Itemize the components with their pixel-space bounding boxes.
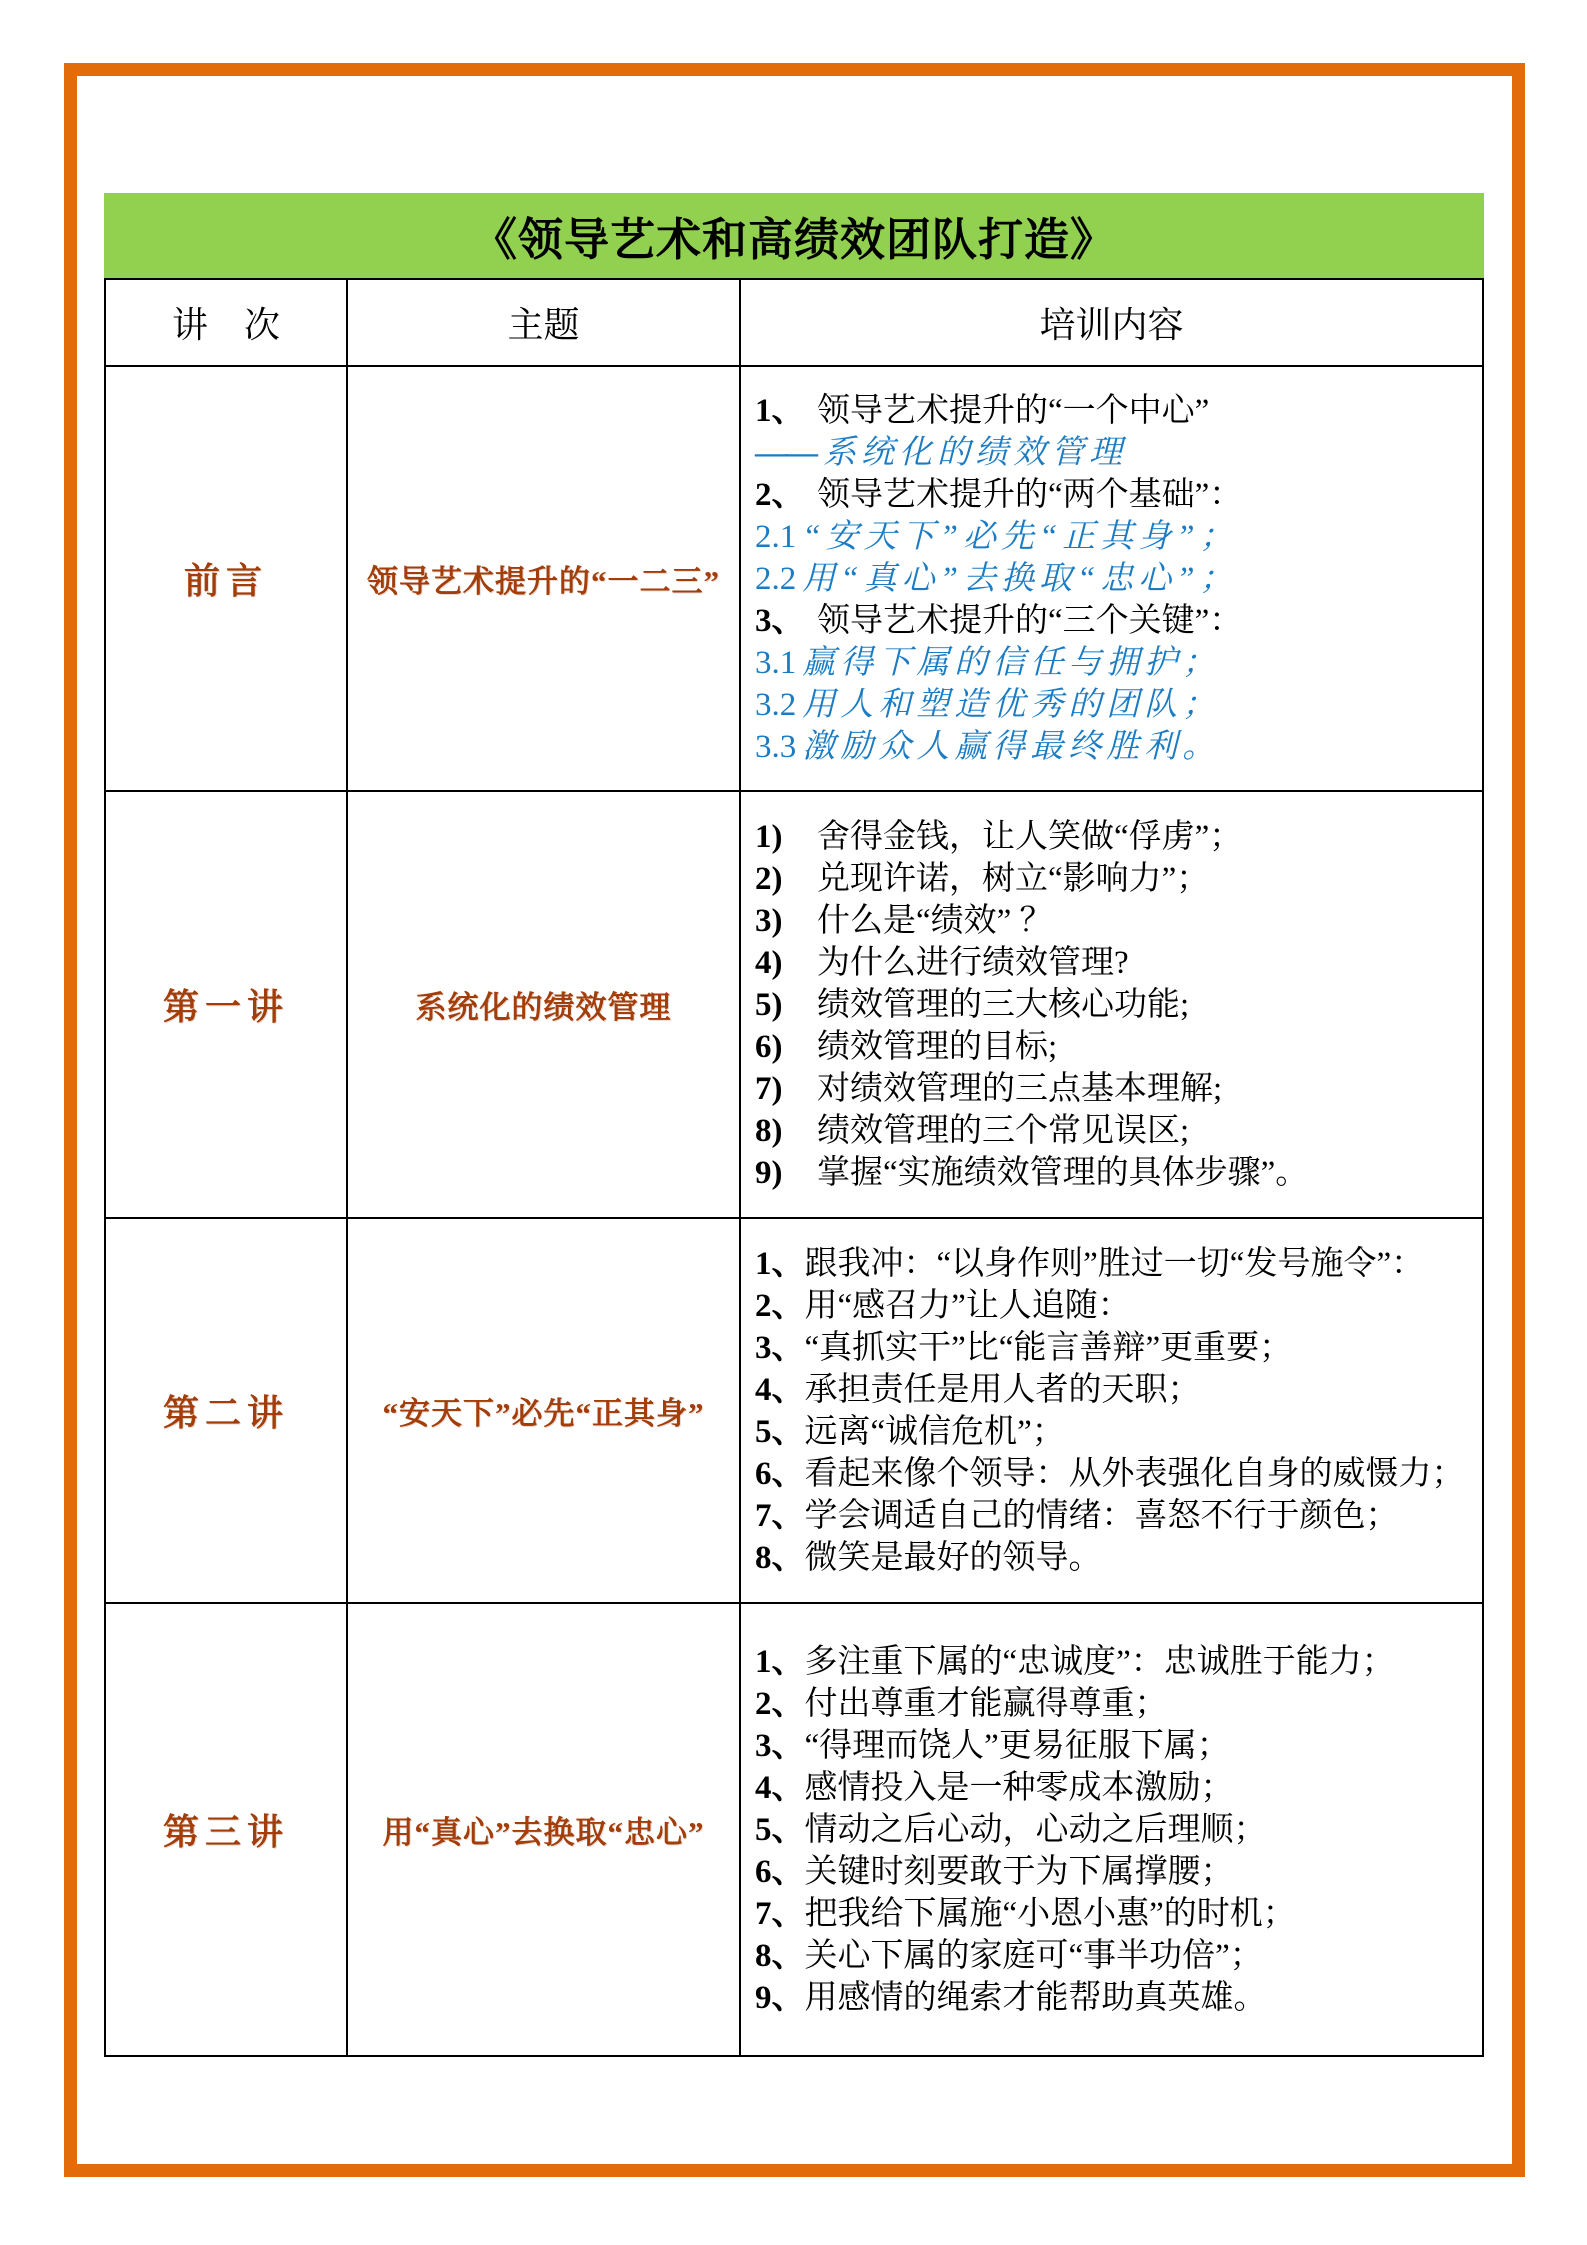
line-marker: 8、 <box>755 1539 805 1576</box>
topic-label: “安天下”必先“正其身” <box>382 1396 705 1431</box>
topic-cell <box>348 367 741 790</box>
line-marker: 4、 <box>755 1371 805 1408</box>
content-line <box>755 1285 1476 1327</box>
line-marker: 2、 <box>755 1287 805 1324</box>
content-line <box>755 1683 1476 1725</box>
line-marker: 1、 <box>755 1643 805 1680</box>
content-line <box>755 900 1476 942</box>
line-marker: 4) <box>755 944 783 981</box>
header-label-session: 讲 次 <box>171 305 280 345</box>
content-line <box>755 1110 1476 1152</box>
content-line <box>755 684 1476 726</box>
line-text: 兑现许诺，树立“影响力”； <box>817 860 1210 897</box>
session-cell <box>106 1219 348 1602</box>
line-marker: 4、 <box>755 1769 805 1806</box>
line-text: 绩效管理的目标; <box>817 1028 1058 1065</box>
content-cell <box>741 367 1482 790</box>
content-line <box>755 474 1476 516</box>
session-cell <box>106 1604 348 2055</box>
line-marker: 1) <box>755 818 783 855</box>
session-label: 第一讲 <box>162 987 289 1027</box>
line-marker: 8) <box>755 1112 783 1149</box>
line-marker: 1、 <box>755 1245 805 1282</box>
topic-cell <box>348 792 741 1217</box>
session-label: 第二讲 <box>162 1393 289 1433</box>
line-marker: 6、 <box>755 1853 805 1890</box>
header-cell-content <box>741 280 1482 365</box>
content-line <box>755 858 1476 900</box>
line-text: 舍得金钱，让人笑做“俘虏”； <box>817 818 1243 855</box>
table-grid <box>104 278 1484 2057</box>
content-line <box>755 1495 1476 1537</box>
content-line <box>755 1725 1476 1767</box>
line-marker: 2.2 <box>755 560 797 597</box>
line-text: 远离“诚信危机”； <box>804 1413 1065 1450</box>
header-cell-topic <box>348 280 741 365</box>
line-marker: 2.1 <box>755 518 797 555</box>
content-line <box>755 1767 1476 1809</box>
content-line <box>755 1243 1476 1285</box>
content-line <box>755 558 1476 600</box>
table-row <box>106 1219 1482 1604</box>
line-marker: 7) <box>755 1070 783 1107</box>
line-text: 系统化的绩效管理 <box>823 434 1127 471</box>
content-line <box>755 1537 1476 1579</box>
header-label-topic: 主题 <box>507 305 580 345</box>
line-text: 领导艺术提升的“两个基础”： <box>817 476 1243 513</box>
line-marker: 7、 <box>755 1497 805 1534</box>
content-line <box>755 642 1476 684</box>
line-marker: 2、 <box>755 1685 805 1722</box>
header-row <box>106 280 1482 367</box>
line-text: 激励众人赢得最终胜利。 <box>802 728 1221 765</box>
line-marker: 5、 <box>755 1811 805 1848</box>
line-marker: 3、 <box>755 1727 805 1764</box>
line-marker: —— <box>755 434 815 471</box>
line-text: “安天下”必先“正其身”； <box>802 518 1238 555</box>
line-marker: 9) <box>755 1154 783 1191</box>
line-text: 感情投入是一种零成本激励； <box>804 1769 1234 1806</box>
line-marker: 5) <box>755 986 783 1023</box>
content-line <box>755 726 1476 768</box>
training-outline-table <box>104 193 1484 2057</box>
table-row <box>106 367 1482 792</box>
content-line <box>755 1935 1476 1977</box>
title-bar <box>104 193 1484 278</box>
header-cell-session <box>106 280 348 365</box>
line-text: 关心下属的家庭可“事半功倍”； <box>804 1937 1263 1974</box>
line-marker: 3) <box>755 902 783 939</box>
header-label-content: 培训内容 <box>1039 305 1184 345</box>
topic-label: 领导艺术提升的“一二三” <box>367 564 720 599</box>
topic-label: 系统化的绩效管理 <box>415 990 672 1025</box>
topic-cell <box>348 1604 741 2055</box>
content-line <box>755 390 1476 432</box>
content-line <box>755 1369 1476 1411</box>
content-line <box>755 516 1476 558</box>
line-text: 用人和塑造优秀的团队； <box>802 686 1221 723</box>
line-marker: 3.1 <box>755 644 797 681</box>
content-cell <box>741 792 1482 1217</box>
content-line <box>755 1453 1476 1495</box>
session-label: 第三讲 <box>162 1812 289 1852</box>
line-marker: 3、 <box>755 602 805 639</box>
line-marker: 1、 <box>755 392 805 429</box>
content-line <box>755 1977 1476 2019</box>
page-title: 《领导艺术和高绩效团队打造》 <box>471 214 1116 265</box>
content-line <box>755 942 1476 984</box>
line-marker: 7、 <box>755 1895 805 1932</box>
line-marker: 6) <box>755 1028 783 1065</box>
content-cell <box>741 1604 1482 2055</box>
line-text: 把我给下属施“小恩小惠”的时机； <box>804 1895 1296 1932</box>
line-text: 付出尊重才能赢得尊重； <box>804 1685 1168 1722</box>
line-marker: 3.2 <box>755 686 797 723</box>
line-text: 掌握“实施绩效管理的具体步骤”。 <box>817 1154 1309 1191</box>
content-line <box>755 600 1476 642</box>
content-line <box>755 1851 1476 1893</box>
content-line <box>755 1893 1476 1935</box>
line-text: 用“感召力”让人追随： <box>804 1287 1131 1324</box>
line-text: 对绩效管理的三点基本理解; <box>817 1070 1223 1107</box>
line-marker: 3.3 <box>755 728 797 765</box>
content-line <box>755 1152 1476 1194</box>
line-text: 看起来像个领导：从外表强化自身的威慑力； <box>804 1455 1465 1492</box>
line-text: 领导艺术提升的“三个关键”： <box>817 602 1243 639</box>
content-line <box>755 1068 1476 1110</box>
line-text: 用“真心”去换取“忠心”； <box>802 560 1238 597</box>
line-text: 什么是“绩效” ？ <box>817 902 1053 939</box>
line-text: 绩效管理的三个常见误区; <box>817 1112 1190 1149</box>
content-line <box>755 1327 1476 1369</box>
session-cell <box>106 792 348 1217</box>
line-text: 绩效管理的三大核心功能; <box>817 986 1190 1023</box>
line-marker: 5、 <box>755 1413 805 1450</box>
line-marker: 9、 <box>755 1979 805 2016</box>
line-marker: 2) <box>755 860 783 897</box>
line-text: 微笑是最好的领导。 <box>804 1539 1102 1576</box>
line-marker: 2、 <box>755 476 805 513</box>
line-text: 跟我冲：“以身作则”胜过一切“发号施令”： <box>804 1245 1425 1282</box>
session-label: 前言 <box>183 561 268 601</box>
table-body <box>106 367 1482 2055</box>
table-row <box>106 1604 1482 2055</box>
line-text: 关键时刻要敢于为下属撑腰； <box>804 1853 1234 1890</box>
content-line <box>755 1026 1476 1068</box>
line-text: “真抓实干”比“能言善辩”更重要； <box>804 1329 1293 1366</box>
content-line <box>755 1809 1476 1851</box>
content-cell <box>741 1219 1482 1602</box>
content-line <box>755 1411 1476 1453</box>
session-cell <box>106 367 348 790</box>
line-text: 多注重下属的“忠诚度”：忠诚胜于能力； <box>804 1643 1395 1680</box>
line-text: 赢得下属的信任与拥护； <box>802 644 1221 681</box>
topic-label: 用“真心”去换取“忠心” <box>382 1815 705 1850</box>
content-line <box>755 816 1476 858</box>
content-line <box>755 1641 1476 1683</box>
line-marker: 8、 <box>755 1937 805 1974</box>
content-line <box>755 432 1476 474</box>
line-text: 学会调适自己的情绪：喜怒不行于颜色； <box>804 1497 1399 1534</box>
line-marker: 3、 <box>755 1329 805 1366</box>
line-marker: 6、 <box>755 1455 805 1492</box>
line-text: 领导艺术提升的“一个中心” <box>817 392 1210 429</box>
line-text: “得理而饶人”更易征服下属； <box>804 1727 1230 1764</box>
line-text: 用感情的绳索才能帮助真英雄。 <box>804 1979 1267 2016</box>
line-text: 情动之后心动，心动之后理顺； <box>804 1811 1267 1848</box>
table-row <box>106 792 1482 1219</box>
line-text: 承担责任是用人者的天职； <box>804 1371 1201 1408</box>
content-line <box>755 984 1476 1026</box>
line-text: 为什么进行绩效管理? <box>817 944 1129 981</box>
topic-cell <box>348 1219 741 1602</box>
